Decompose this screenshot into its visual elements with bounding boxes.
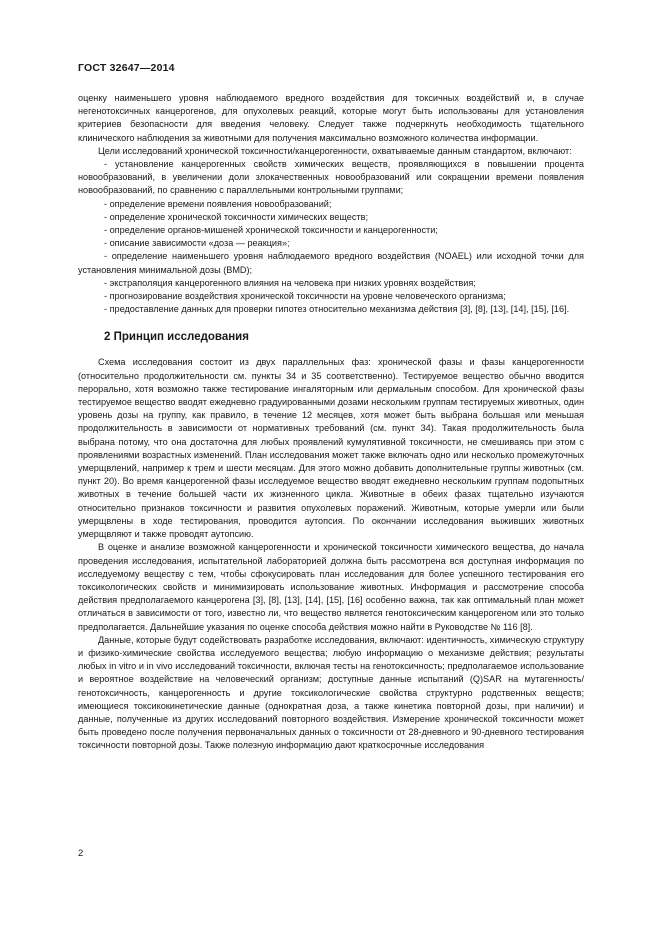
goal-list-item: - описание зависимости «доза — реакция»; — [104, 238, 290, 249]
goal-list-item: - определение хронической токсичности химических веществ; — [104, 211, 369, 222]
goal-list-item: - установление канцерогенных свойств химических веществ, проявляющихся в повышении процента новообразований, в увеличении доли злокачественных новообразований или сокращении времени появления новообразований, по сравнению с параллельными контрольными группами; — [78, 159, 584, 196]
goal-list-item: - экстраполяция канцерогенного влияния на человека при низких уровнях воздействия; — [104, 277, 476, 288]
principle-paragraph: Схема исследования состоит из двух параллельных фаз: хронической фазы и фазы канцерогенности (относительно продолжительности см. пункты 34 и 35 соответственно). Тестируемое вещество обычно вводится перорально, хотя возможно также тестирование ингаляторным или дермальным способом. Для хронической фазы тестируемое вещество вводят ежедневно градуированными дозами нескольким группам тестируемых животных, один уровень дозы на группу, как правило, в течение 12 месяцев, хотя может быть выбрана большая или меньшая продолжительность в зависимости от нормативных требований (см. пункт 34). Такая продолжительность была выбрана потому, что она достаточна для любых проявлений кумулятивной токсичности, не смешиваясь при этом с проявлениями возрастных изменений. План исследования может также включать одно или несколько промежуточных умерщвлений, например к трем и шести месяцам. Для этого можно добавить дополнительные группы животных (см. пункт 20). Во время канцерогенной фазы исследуемое вещество вводят ежедневно нескольким группам подопытных животных в течение большей части их жизненного цикла. Животные в обеих фазах тщательно изучаются относительно признаков токсичности и развития опухолевых поражений. Животным, которые умерли или были умерщвлены в ходе тестирования, проводится аутопсия. По окончании исследования выживших животных умерщвляют и также проводят аутопсию. — [78, 357, 584, 540]
goal-list-item: - определение наименьшего уровня наблюдаемого вредного воздействия (NOAEL) или исходной точки для установления минимальной дозы (BMD); — [78, 251, 584, 275]
document-header: ГОСТ 32647—2014 — [78, 62, 175, 74]
goal-list-item: - определение органов-мишеней хронической токсичности и канцерогенности; — [104, 225, 438, 236]
data-paragraph: Данные, которые будут содействовать разработке исследования, включают: идентичность, химическую структуру и физико-химические свойства исследуемого вещества; любую информацию о механизме действия; результаты любых in vitro и in vivo исследований токсичности, включая тесты на генотоксичность; предполагаемое использование и вероятное воздействие на человеческий организм; доступные данные испытаний (Q)SAR на мутагенность/генотоксичность, канцерогенность и другие токсикологические свойства структурно родственных веществ; имеющиеся токсикокинетические данные (однократная доза, а также кинетика повторной дозы, при наличии) и данные, полученные из других исследований повторного воздействия. Измерение хронической токсичности может быть проведено после получения первоначальных данных о токсичности от 28-дневного и 90-дневного тестирования токсичности повторной дозы. Также полезную информацию дают краткосрочные исследования — [78, 634, 584, 751]
assessment-paragraph: В оценке и анализе возможной канцерогенности и хронической токсичности химического вещества, до начала проведения исследования, испытательной лабораторией должна быть рассмотрена вся доступная информация по исследуемому веществу с тем, чтобы сфокусировать план исследования для более успешного тестирования его токсикологических свойств и минимизировать использование животных. Информация и рассмотрение способа действия предполагаемого канцерогена [3], [8], [13], [14], [15], [16] особенно важна, так как оптимальный план может отличаться в зависимости от того, известно ли, что вещество является генотоксическим канцерогеном или это только предполагается. Дальнейшие указания по оценке способа действия можно найти в Руководстве № 116 [8]. — [78, 542, 584, 632]
document-body — [78, 92, 584, 753]
goal-list-item: - предоставление данных для проверки гипотез относительно механизма действия [3], [8], [13], [14], [15], [16]. — [104, 304, 570, 315]
page-number: 2 — [78, 848, 84, 859]
goals-intro-paragraph: Цели исследований хронической токсичности/канцерогенности, охватываемые данным стандартом, включают: — [98, 145, 572, 156]
goal-list-item: - прогнозирование воздействия хронической токсичности на уровне человеческого организма; — [104, 291, 506, 302]
section-heading: 2 Принцип исследования — [104, 331, 249, 344]
goal-list-item: - определение времени появления новообразований; — [104, 198, 332, 209]
intro-paragraph: оценку наименьшего уровня наблюдаемого вредного воздействия для токсичных воздействий и, в случае негенотоксичных канцерогенов, для опухолевых реакций, которые могут быть использованы для установления критериев безопасности для введения человеку. Следует также подчеркнуть необходимость тщательного клинического наблюдения за животными для получения максимально возможного количества информации. — [78, 93, 584, 143]
